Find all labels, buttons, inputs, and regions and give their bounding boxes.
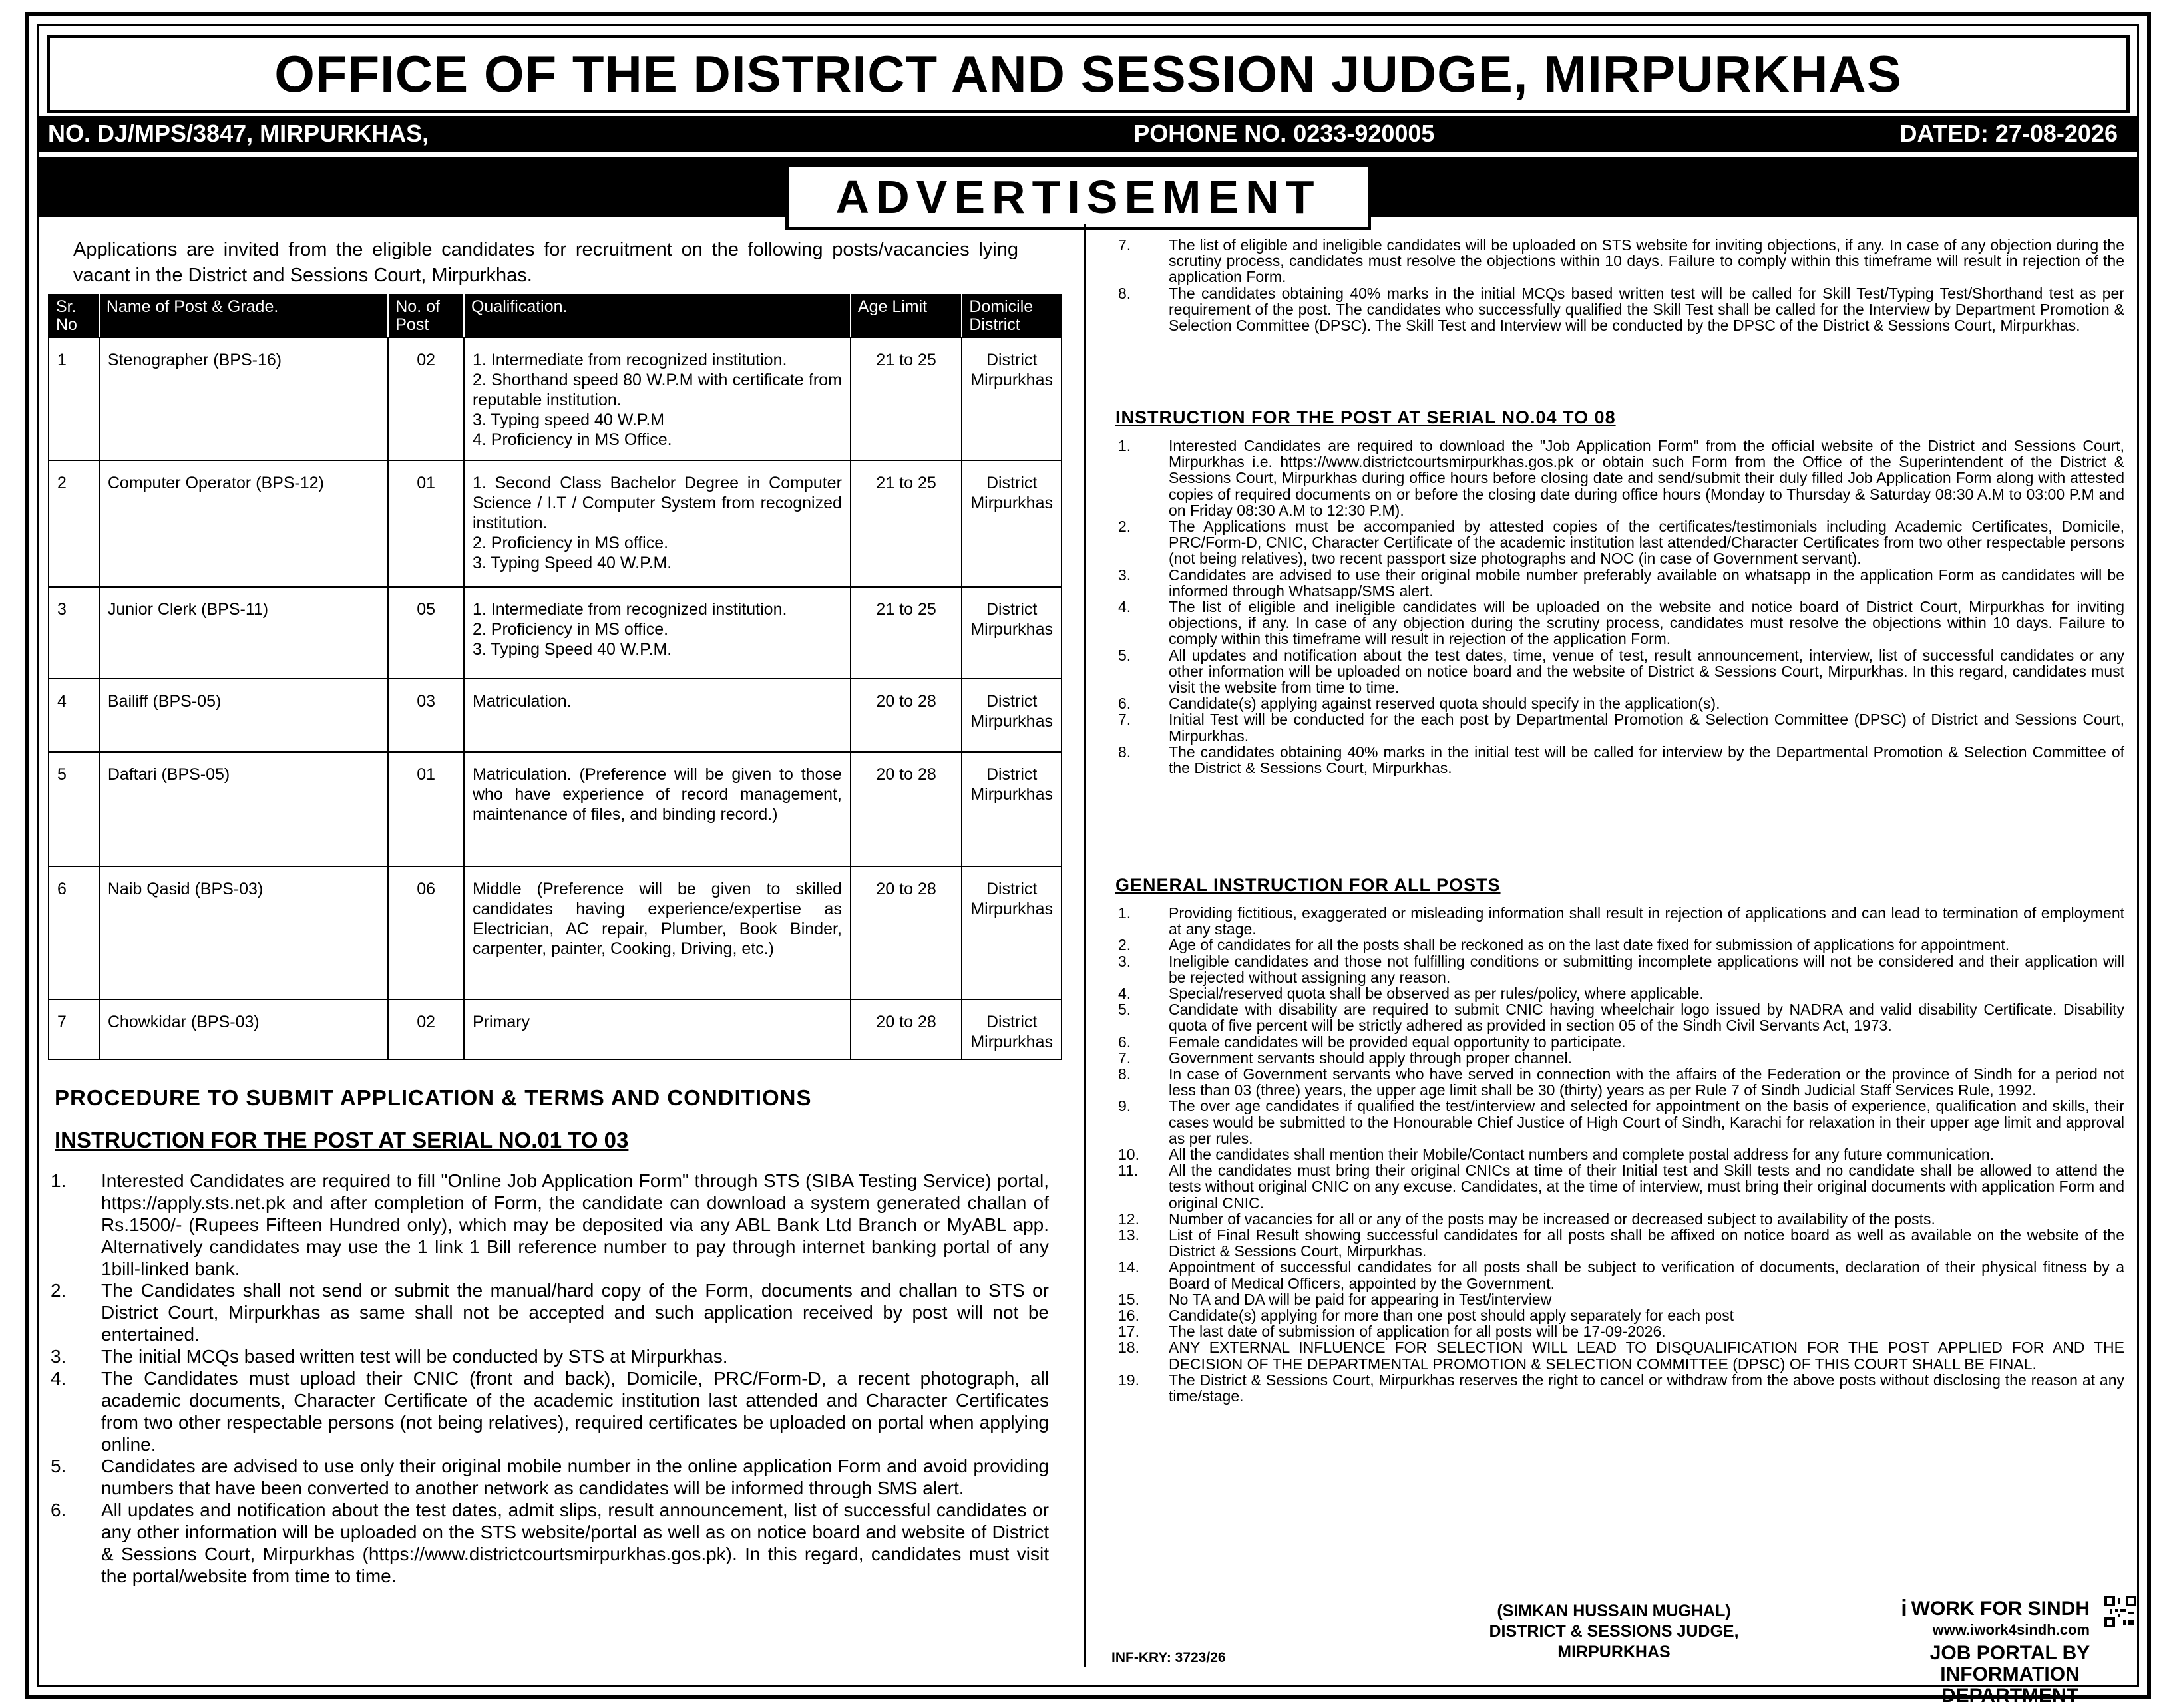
procedure-heading: PROCEDURE TO SUBMIT APPLICATION & TERMS AND CONDITIONS [55, 1085, 812, 1110]
instruction-04-08-list [1115, 438, 2124, 776]
instruction-item [1115, 567, 2124, 599]
cell-post: Naib Qasid (BPS-03) [99, 866, 388, 999]
general-instruction-item [1115, 1307, 2124, 1323]
item-text: ANY EXTERNAL INFLUENCE FOR SELECTION WILL LEAD TO DISQUALIFICATION FOR THE POST APPLIED FOR AND THE DECISION OF THE DEPARTMENTAL PROMOTION & SELECTION COMMITTEE (DPSC) OF THIS COURT SHALL BE FINAL. [1169, 1339, 2124, 1373]
item-number: 10. [1118, 1146, 1139, 1164]
item-text: List of Final Result showing successful candidates for all posts shall be affixed on notice board as well as available on the website of the District & Sessions Court, Mirpurkhas. [1169, 1226, 2124, 1260]
posts-table [48, 294, 1062, 1060]
header-post: Name of Post & Grade. [99, 295, 388, 337]
date: DATED: 27-08-2026 [1899, 120, 2118, 147]
signatory-place: MIRPURKHAS [1557, 1643, 1671, 1661]
cell-count: 03 [388, 679, 464, 752]
item-number: 5. [51, 1456, 67, 1476]
item-number: 14. [1118, 1258, 1139, 1276]
item-number: 18. [1118, 1339, 1139, 1357]
cell-qualification: Middle (Preference will be given to skilled candidates having experience/expertise as Electrician, AC repair, Plumber, Book Binder, carpenter, painter, Cooking, Driving, etc.) [464, 866, 851, 999]
table-header-row [49, 295, 1062, 337]
item-number: 1. [1118, 904, 1131, 922]
header-count: No. of Post [388, 295, 464, 337]
item-text: The candidates obtaining 40% marks in the initial test will be called for interview by the Departmental Promotion & Selection Committee of the District & Sessions Court, Mirpurkhas. [1169, 743, 2124, 777]
table-row [49, 337, 1062, 460]
signatory-name: (SIMKAN HUSSAIN MUGHAL) [1497, 1602, 1731, 1620]
office-title: OFFICE OF THE DISTRICT AND SESSION JUDGE, MIRPURKHAS [47, 35, 2130, 113]
instruction-01-03-heading: INSTRUCTION FOR THE POST AT SERIAL NO.01 TO 03 [55, 1128, 629, 1152]
item-text: The Candidates must upload their CNIC (front and back), Domicile, PRC/Form-D, a recent photograph, all academic documents, Character Certificate of the academic institution last attended and Character Certificates from two other respectable persons (not being relatives), required certificates be uploaded on portal when applying online. [101, 1368, 1049, 1454]
cell-qualification: 1. Intermediate from recognized institution. 2. Proficiency in MS office. 3. Typing Speed 40 W.P.M. [464, 587, 851, 679]
item-number: 9. [1118, 1097, 1131, 1115]
cell-post: Chowkidar (BPS-03) [99, 999, 388, 1059]
item-number: 3. [1118, 566, 1131, 584]
inf-kry-number: INF-KRY: 3723/26 [1111, 1650, 1226, 1665]
i-logo-icon: i [1901, 1596, 1907, 1621]
item-text: Providing fictitious, exaggerated or misleading information shall result in rejection of applications and can lead to termination of employment at any stage. [1169, 904, 2124, 938]
item-text: Age of candidates for all the posts shall be reckoned as on the last date fixed for submission of applications for appointment. [1169, 936, 2010, 954]
cell-qualification: Matriculation. [464, 679, 851, 752]
item-text: The District & Sessions Court, Mirpurkhas reserves the right to cancel or withdraw from the above posts without disclosing the reason at any time/stage. [1169, 1371, 2124, 1405]
item-text: The over age candidates if qualified the test/interview and selected for appointment on the basis of experience, qualification and skills, their cases would be submitted to the Honourable Chief Justice of High Court of Sindh, Karachi for relaxation in their upper age limit and approval as per rules. [1169, 1097, 2124, 1147]
instruction-item [51, 1499, 1049, 1587]
instruction-item [1115, 518, 2124, 567]
reference-number: NO. DJ/MPS/3847, MIRPURKHAS, [48, 120, 429, 147]
table-row [49, 460, 1062, 587]
general-instruction-item [1115, 1291, 2124, 1307]
general-instruction-item [1115, 1259, 2124, 1291]
cell-qualification: 1. Intermediate from recognized institution. 2. Shorthand speed 80 W.P.M with certificate from reputable institution. 3. Typing speed 40 W.P.M 4. Proficiency in MS Office. [464, 337, 851, 460]
cell-post: Junior Clerk (BPS-11) [99, 587, 388, 679]
item-text: Candidates are advised to use their original mobile number preferably available on whatsapp in the application Form as candidates will be informed through Whatsapp/SMS alert. [1169, 566, 2124, 599]
iwork-brand [1890, 1596, 2090, 1622]
cell-sr: 6 [49, 866, 99, 999]
intro-paragraph: Applications are invited from the eligible candidates for recruitment on the following posts/vacancies lying vacant in the District and Sessions Court, Mirpurkhas. [73, 239, 1018, 286]
cell-post: Daftari (BPS-05) [99, 752, 388, 866]
item-text: The Candidates shall not send or submit the manual/hard copy of the Form, documents and challan to STS or District Court, Mirpurkhas as same shall not be accepted and such application received by post will not be entertained. [101, 1280, 1049, 1345]
cell-qualification: Matriculation. (Preference will be given to those who have experience of record management, maintenance of files, and binding record.) [464, 752, 851, 866]
iwork-brand-text: WORK FOR SINDH [1911, 1597, 2090, 1620]
item-text: Initial Test will be conducted for the each post by Departmental Promotion & Selection Committee (DPSC) of District and Sessions Court, Mirpurkhas. [1169, 711, 2124, 745]
item-text: The list of eligible and ineligible candidates will be uploaded on STS website for inviting objections, if any. In case of any objection during the scrutiny process, candidates must resolve the objections within 10 days. Failure to comply within this timeframe will result in rejection of the application Form. [1169, 236, 2124, 286]
general-instruction-item [1115, 1034, 2124, 1050]
table-row [49, 752, 1062, 866]
table-row [49, 999, 1062, 1059]
cell-age: 20 to 28 [851, 679, 962, 752]
cell-qualification: Primary [464, 999, 851, 1059]
table-row [49, 866, 1062, 999]
general-instruction-item [1115, 1227, 2124, 1259]
item-text: No TA and DA will be paid for appearing in Test/interview [1169, 1290, 1552, 1308]
table-row [49, 587, 1062, 679]
cell-domicile: District Mirpurkhas [962, 679, 1062, 752]
cell-count: 05 [388, 587, 464, 679]
item-number: 4. [51, 1368, 67, 1389]
item-text: Candidate(s) applying for more than one post should apply separately for each post [1169, 1307, 1734, 1325]
item-number: 3. [51, 1346, 67, 1367]
item-number: 2. [1118, 936, 1131, 954]
header-qualification: Qualification. [464, 295, 851, 337]
item-number: 8. [1118, 743, 1131, 761]
cell-domicile: District Mirpurkhas [962, 337, 1062, 460]
general-instruction-item [1115, 1339, 2124, 1371]
item-number: 16. [1118, 1307, 1139, 1325]
general-instruction-item [1115, 1050, 2124, 1066]
general-instruction-item [1115, 1211, 2124, 1227]
cell-count: 02 [388, 337, 464, 460]
instruction-item [51, 1345, 1049, 1367]
cell-domicile: District Mirpurkhas [962, 866, 1062, 999]
item-text: The candidates obtaining 40% marks in the initial MCQs based written test will be called for Skill Test/Typing Test/Shorthand test as per requirement of the post. The candidates who successfully qualified the Skill Test shall be called for the Interview by Department Promotion & Selection Committee (DPSC). The Skill Test and Interview will be conducted by the DPSC of the District & Sessions Court, Mirpurkhas. [1169, 284, 2124, 335]
instruction-item [51, 1280, 1049, 1345]
item-number: 7. [1118, 711, 1131, 729]
cell-age: 20 to 28 [851, 866, 962, 999]
phone-number: POHONE NO. 0233-920005 [1133, 120, 1435, 147]
general-instruction-item [1115, 1066, 2124, 1098]
instruction-item [51, 1455, 1049, 1499]
item-number: 15. [1118, 1290, 1139, 1308]
reference-bar [39, 116, 2138, 152]
iwork-url: www.iwork4sindh.com [1932, 1622, 2090, 1638]
cell-sr: 5 [49, 752, 99, 866]
cell-count: 02 [388, 999, 464, 1059]
cell-domicile: District Mirpurkhas [962, 587, 1062, 679]
item-text: All updates and notification about the test dates, admit slips, result announcement, list of successful candidates or any other information will be uploaded on the STS website/portal as well as on notice board and website of District & Sessions Court, Mirpurkhas (https://www.districtcourtsmirpurkhas.gos.pk). In this regard, candidates must visit the portal/website from time to time. [101, 1500, 1049, 1586]
item-text: Candidate with disability are required to submit CNIC having wheelchair logo issued by NADRA and valid disability Certificate. Disability quota of five percent will be strictly adhered as provided in section 05 of the Sindh Civil Servants Act, 1973. [1169, 1001, 2124, 1035]
item-text: The last date of submission of application for all posts will be 17-09-2026. [1169, 1323, 1666, 1341]
item-text: Number of vacancies for all or any of the posts may be increased or decreased subject to availability of the posts. [1169, 1210, 1935, 1228]
item-number: 12. [1118, 1210, 1139, 1228]
header-domicile: Domicile District [962, 295, 1062, 337]
instruction-item [1115, 647, 2124, 696]
item-text: Candidates are advised to use only their original mobile number in the online application Form and avoid providing numbers that have been converted to another network as candidates will be informed through SMS alert. [101, 1456, 1049, 1498]
portal-line-2: INFORMATION DEPARTMENT [1940, 1663, 2080, 1707]
general-instruction-item [1115, 1001, 2124, 1033]
cell-count: 01 [388, 752, 464, 866]
table-row [49, 679, 1062, 752]
item-text: Female candidates will be provided equal opportunity to participate. [1169, 1033, 1626, 1051]
item-text: The Applications must be accompanied by attested copies of the certificates/testimonials including Academic Certificates, Domicile, PRC/Form-D, CNIC, Character Certificate of the academic institution last attended/Character Certificates from two other respectable persons (not being relatives), two recent passport size photographs and NOC (in case of Government servant). [1169, 518, 2124, 568]
general-instruction-item [1115, 1146, 2124, 1162]
item-text: Special/reserved quota shall be observed as per rules/policy, where applicable. [1169, 985, 1704, 1003]
iwork-portal-text [1890, 1643, 2130, 1707]
instruction-01-03-list [51, 1170, 1049, 1587]
instruction-item [51, 1367, 1049, 1455]
instruction-item [1115, 744, 2124, 776]
instruction-04-08-heading: INSTRUCTION FOR THE POST AT SERIAL NO.04 TO 08 [1115, 407, 1616, 427]
item-text: The initial MCQs based written test will be conducted by STS at Mirpurkhas. [101, 1346, 728, 1367]
general-instruction-item [1115, 953, 2124, 985]
general-instruction-item [1115, 1162, 2124, 1211]
item-number: 3. [1118, 952, 1131, 970]
item-number: 5. [1118, 1001, 1131, 1019]
item-text: Appointment of successful candidates for all posts shall be subject to verification of documents, declaration of their physical fitness by a Board of Medical Officers, appointed by the Government. [1169, 1258, 2124, 1292]
cell-sr: 7 [49, 999, 99, 1059]
cell-sr: 4 [49, 679, 99, 752]
cell-count: 06 [388, 866, 464, 999]
item-number: 6. [1118, 1033, 1131, 1051]
cell-qualification: 1. Second Class Bachelor Degree in Computer Science / I.T / Computer System from recognized institution. 2. Proficiency in MS office. 3. Typing Speed 40 W.P.M. [464, 460, 851, 587]
item-text: Interested Candidates are required to fill "Online Job Application Form" through STS (SIBA Testing Service) portal, https://apply.sts.net.pk and after completion of Form, the candidate can download a system generated challan of Rs.1500/- (Rupees Fifteen Hundred only), which may be deposited via any ABL Bank Ltd Branch or MyABL app. Alternatively candidates may use the 1 link 1 Bill reference number to pay through internet banking portal of any 1bill-linked bank. [101, 1170, 1049, 1279]
cell-age: 21 to 25 [851, 587, 962, 679]
cell-sr: 1 [49, 337, 99, 460]
item-number: 11. [1118, 1162, 1139, 1180]
general-instruction-item [1115, 1372, 2124, 1404]
instruction-item [1115, 285, 2124, 334]
signature-block [1434, 1601, 1794, 1663]
cell-domicile: District Mirpurkhas [962, 460, 1062, 587]
cell-age: 21 to 25 [851, 460, 962, 587]
cell-domicile: District Mirpurkhas [962, 999, 1062, 1059]
cell-domicile: District Mirpurkhas [962, 752, 1062, 866]
item-number: 8. [1118, 1065, 1131, 1083]
item-number: 2. [51, 1280, 67, 1301]
cell-post: Bailiff (BPS-05) [99, 679, 388, 752]
item-text: All the candidates shall mention their Mobile/Contact numbers and complete postal address for any future communication. [1169, 1146, 1995, 1164]
item-text: In case of Government servants who have served in connection with the affairs of the Federation or the province of Sindh for a period not less than 03 (three) years, the upper age limit shall be 30 (thirty) years as per Rule 7 of Sindh Judicial Staff Services Rule, 1992. [1169, 1065, 2124, 1099]
instruction-item [1115, 695, 2124, 711]
item-text: Ineligible candidates and those not fulfilling conditions or submitting incomplete applications will not be considered and their application will be rejected without assigning any reason. [1169, 952, 2124, 986]
item-text: Interested Candidates are required to download the "Job Application Form" from the official website of the District and Sessions Court, Mirpurkhas i.e. https://www.districtcourtsmirpurkhas.gos.pk or obtain such Form from the Office of the Superintendent of the District & Sessions Court, Mirpurkhas during office hours before closing date and send/submit their duly filled Job Application Form along with attested copies of required documents on or before the closing date during office hours (Monday to Thursday & Saturday 08:30 A.M to 03:00 P.M and on Friday 08:30 A.M to 12:30 P.M). [1169, 437, 2124, 519]
iwork-logo-block [1890, 1596, 2130, 1707]
item-number: 7. [1118, 236, 1131, 254]
general-instruction-item [1115, 1323, 2124, 1339]
general-instruction-item [1115, 1098, 2124, 1146]
general-instruction-item [1115, 905, 2124, 937]
item-number: 13. [1118, 1226, 1139, 1244]
item-number: 8. [1118, 284, 1131, 302]
general-instruction-item [1115, 937, 2124, 953]
item-number: 5. [1118, 646, 1131, 664]
item-number: 19. [1118, 1371, 1139, 1389]
item-text: All updates and notification about the test dates, time, venue of test, result announcement, interview, list of successful candidates or any other information will be uploaded on notice board and the website of District & Sessions Court, Mirpurkhas. In this regard, candidates must visit the website from time to time. [1169, 646, 2124, 697]
qr-code-icon [2104, 1596, 2136, 1627]
cell-post: Stenographer (BPS-16) [99, 337, 388, 460]
portal-line-1: JOB PORTAL BY [1929, 1642, 2090, 1664]
instruction-item [1115, 438, 2124, 518]
cell-sr: 3 [49, 587, 99, 679]
cell-count: 01 [388, 460, 464, 587]
signatory-designation: DISTRICT & SESSIONS JUDGE, [1489, 1622, 1739, 1641]
general-instruction-heading: GENERAL INSTRUCTION FOR ALL POSTS [1115, 875, 1501, 895]
item-text: All the candidates must bring their original CNICs at time of their Initial test and Skill tests and no candidate shall be allowed to attend the tests without original CNIC on any excuse. Candidates, at the time of interview, must bring their original documents with application Form and original CNIC. [1169, 1162, 2124, 1212]
cell-age: 20 to 28 [851, 999, 962, 1059]
item-number: 2. [1118, 518, 1131, 536]
item-number: 1. [1118, 437, 1131, 454]
column-divider [1084, 224, 1086, 1667]
instruction-item [1115, 237, 2124, 285]
item-number: 1. [51, 1170, 67, 1191]
header-sr: Sr. No [49, 295, 99, 337]
instruction-continued-list [1115, 237, 2124, 333]
item-number: 6. [1118, 695, 1131, 713]
item-number: 4. [1118, 598, 1131, 616]
general-instruction-list [1115, 905, 2124, 1404]
cell-post: Computer Operator (BPS-12) [99, 460, 388, 587]
cell-sr: 2 [49, 460, 99, 587]
item-number: 17. [1118, 1323, 1139, 1341]
instruction-item [1115, 599, 2124, 647]
item-number: 4. [1118, 985, 1131, 1003]
item-number: 6. [51, 1500, 67, 1520]
item-text: Candidate(s) applying against reserved quota should specify in the application(s). [1169, 695, 1720, 713]
instruction-item [51, 1170, 1049, 1280]
instruction-item [1115, 711, 2124, 743]
item-text: Government servants should apply through proper channel. [1169, 1049, 1573, 1067]
cell-age: 20 to 28 [851, 752, 962, 866]
cell-age: 21 to 25 [851, 337, 962, 460]
header-age: Age Limit [851, 295, 962, 337]
general-instruction-item [1115, 985, 2124, 1001]
advertisement-label: ADVERTISEMENT [785, 164, 1371, 230]
item-number: 7. [1118, 1049, 1131, 1067]
item-text: The list of eligible and ineligible candidates will be uploaded on the website and notice board of District Court, Mirpurkhas for inviting objections, if any. In case of any objection during the scrutiny process, candidates must resolve the objections within 10 days. Failure to comply within this timeframe will result in rejection of the application Form. [1169, 598, 2124, 648]
